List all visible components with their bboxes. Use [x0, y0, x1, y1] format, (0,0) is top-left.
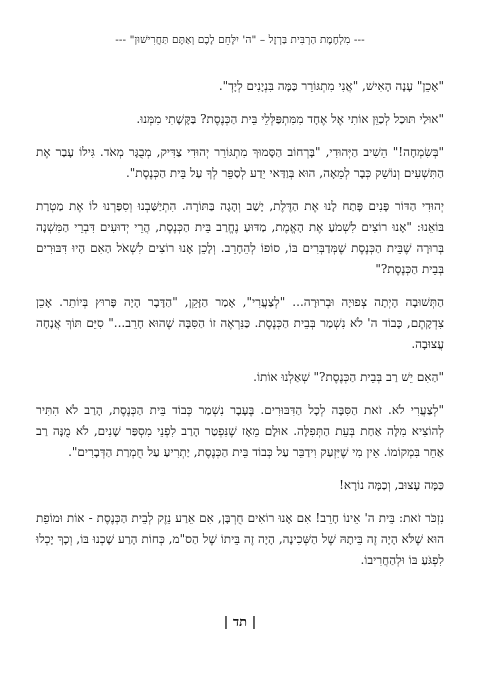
running-header: --- מִלְחֶמֶת הַרְבִּית בַּרְזֶל – "ה' יִלָּחֵם לָכֶם וְאַתֶּם תַּחֲרִישׁוּן" --- — [115, 34, 365, 46]
page-number: | תד | — [223, 615, 257, 630]
paragraph: "אָכֵן" עָנָה הָאִישׁ, "אֲנִי מִתְגּוֹרֵר כַּמָּה בִּנְיָנִים לְיָדְ". — [218, 79, 444, 93]
body-text — [36, 76, 444, 571]
paragraph: "אוּלַי תּוּכַל לְכַוֵּן אוֹתִי אֶל אֶחָד מִמִּתְפַּלְּלֵי בֵּית הַכְּנֶסֶת? בַּקָּשָׁתִי מִמְּנוּ. — [136, 112, 444, 126]
paragraph: הַתְּשׁוּבָה הָיְתָה צְפוּיָה וּבְרוּרָה... "לְצַעֲרִי", אָמַר הַזָּקֵן, "הַדָּבָר הָיָה פָּרוּץ בְּיוֹתֵר. אָכֵן צִדְקָתֶם, כָּבוֹד ה' לֹא נִשְׁמַר בְּבֵית הַכְּנֶסֶת. כַּנִּרְאֶה זוֹ הַסִּבָּה שֶׁהוּא חָרֵב..." סִיֵּם תּוֹךְ אֲנָחָה עֲצוּבָה. — [36, 295, 444, 351]
paragraph: "הַאִם יֵשׁ רַב בְּבֵית הַכְּנֶסֶת?" שְׁאַלְנוּ אוֹתוֹ. — [253, 370, 444, 384]
paragraph: "בְּשִׂמְחָה!" הֵשִׁיב הַיְּהוּדִי, "בָּרְחוֹב הַסָּמוּךְ מִתְגּוֹרֵר יְהוּדִי צַדִּיק, מְבֻגָּר מְאֹד. גִּילוֹ עָבַר אֶת הַתִּשְׁעִים וְנוֹשֵׁק כְּבָר לְמֵאָה, הוּא בְּוַדַּאי יֵדַע לְסַפֵּר לְךָ עַל בֵּית הַכְּנֶסֶת". — [36, 145, 444, 180]
paragraph: כַּמָּה עָצוּב, וְכַמָּה נוֹרָא! — [339, 478, 444, 492]
book-page — [36, 34, 444, 654]
paragraph: "לְצַעֲרִי לֹא. זֹאת הַסִּבָּה לְכָל הַדִּבּוּרִים. בֶּעָבָר נִשְׁמַר כְּבוֹד בֵּית הַכְּנֶסֶת, הָרַב לֹא הִתִּיר לְהוֹצִיא מִלָּה אַחַת בְּעֵת הַתְּפִלָּה. אוּלָם מֵאָז שֶׁנִּפְטַר הָרַב לִפְנֵי מִסְפַּר שָׁנִים, לֹא מֻנָּה רַב אַחֵר בִּמְקוֹמוֹ. אֵין מִי שֶׁיִּזְעַק וִידַבֵּר עַל כְּבוֹד בֵּית הַכְּנֶסֶת, יַתְרִיעַ עַל חֻמְרַת הַדְּבָרִים". — [36, 403, 444, 459]
paragraph: נִזְכֹּר זֹאת: בֵּית ה' אֵינוֹ חָרֵב! אִם אָנוּ רוֹאִים חֻרְבָּן, אִם אֵרַע נֵזֶק לְבֵית הַכְּנֶסֶת - אוֹת וּמוֹפֵת הוּא שֶׁלֹּא הָיָה זֶה בֵּיתָהּ שֶׁל הַשְּׁכִינָה, הָיָה זֶה בֵּיתוֹ שֶׁל הַס"מ, כְּחוֹת הָרַע שָׁכְנוּ בּוֹ, וְכָךְ יָכְלוּ לִפְגֹּעַ בּוֹ וּלְהַחֲרִיבוֹ. — [36, 511, 444, 567]
paragraph: יְהוּדִי הַדּוֹר פָּנִים פָּתַח לָנוּ אֶת הַדֶּלֶת, יָשַׁב וְהָגָה בַּתּוֹרָה. הִתְיַשַּׁבְנוּ וְסִפַּרְנוּ לוֹ אֶת מַטְרַת בּוֹאֵנוּ: "אָנוּ רוֹצִים לִשְׁמֹעַ אֶת הָאֱמֶת, מַדּוּעַ נֶחֱרַב בֵּית הַכְּנֶסֶת, הֲרֵי יְדוּעִים דִּבְרֵי הַמִּשְׁנָה בְּרוּרָה שֶׁבֵּית הַכְּנֶסֶת שֶׁמְּדַבְּרִים בּוֹ, סוֹפוֹ לְהֵחָרֵב. וְלָכֵן אָנוּ רוֹצִים לִשְׁאֹל הַאִם הָיוּ דִּבּוּרִים בְּבֵית הַכְּנֶסֶת?" — [36, 199, 444, 276]
